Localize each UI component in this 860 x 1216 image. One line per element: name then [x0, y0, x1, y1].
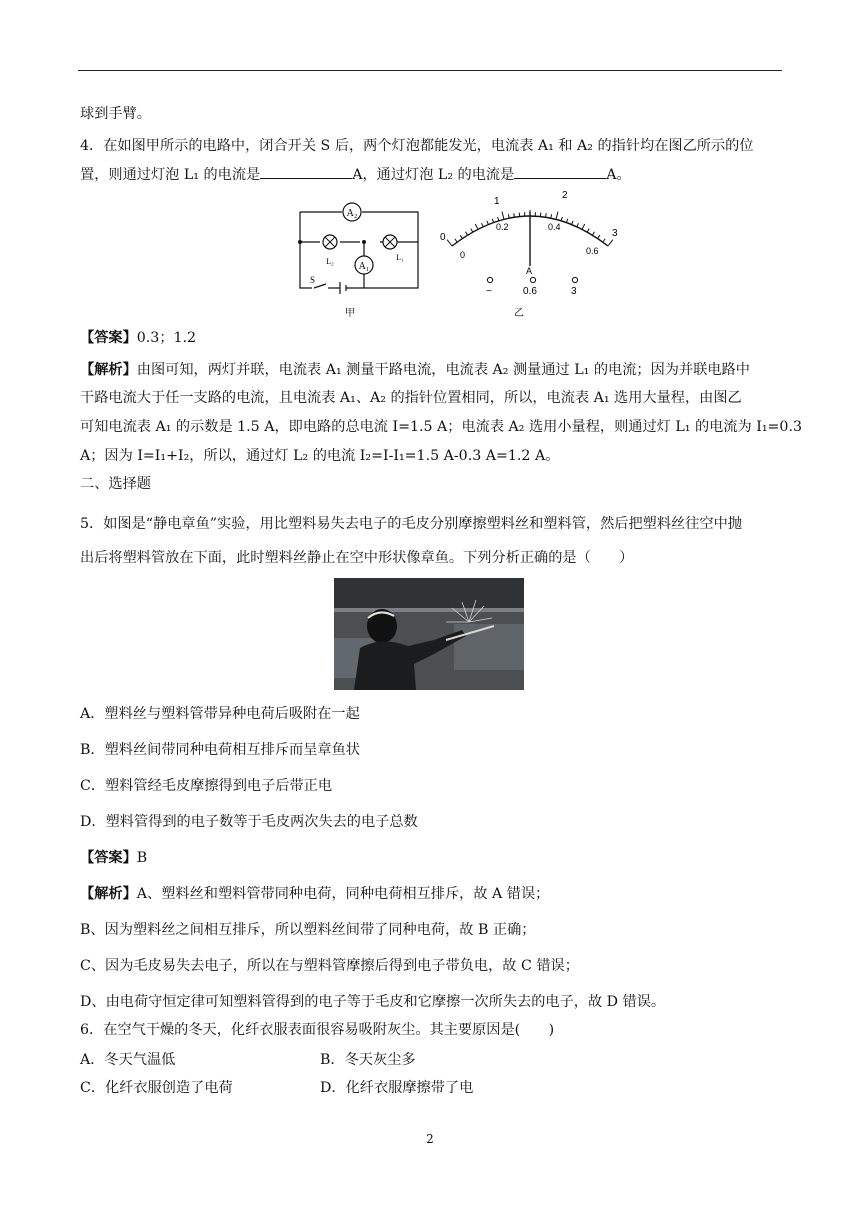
- dial-tick: [455, 239, 457, 242]
- q5-stem-line2: 出后将塑料管放在下面，此时塑料丝静止在空中形状像章鱼。下列分析正确的是（ ）: [80, 550, 634, 566]
- dial-tick: [498, 217, 499, 221]
- q5-option-a: A．塑料丝与塑料管带异种电荷后吸附在一起: [80, 706, 360, 722]
- terminal-3: 3: [571, 286, 577, 297]
- q4-analysis-line4: A；因为 I=I₁+I₂，所以，通过灯 L₂ 的电流 I₂=I-I₁=1.5 A-0.3 A=1.2 A。: [80, 448, 560, 464]
- dial-tick: [582, 224, 585, 229]
- dial-tick: [475, 224, 478, 229]
- q4-analysis-line1: [80, 360, 750, 380]
- q5-option-b: B．塑料丝间带同种电荷相互排斥而呈章鱼状: [80, 742, 360, 758]
- q4-answer-value: 0.3；1.2: [136, 330, 197, 346]
- static-octopus-photo: [334, 578, 524, 690]
- dial-tick: [592, 232, 594, 235]
- q4-blank-2: [514, 164, 606, 179]
- q5-answer-value: B: [136, 850, 148, 866]
- bottom-scale-3: 0.6: [586, 246, 599, 256]
- answer-tag: 【答案】: [80, 850, 137, 866]
- dial-tick: [603, 239, 605, 242]
- dial-terminals: [487, 277, 577, 282]
- dial-tick: [587, 229, 589, 232]
- dial-tick: [447, 240, 452, 246]
- prev-question-tail: 球到手臂。: [80, 106, 151, 122]
- answer-tag: 【答案】: [80, 330, 137, 346]
- q4-text-c: A。: [606, 167, 631, 183]
- q5-stem-line1: 5．如图是“静电章鱼”实验，用比塑料易失去电子的毛皮分别摩擦塑料丝和塑料管，然后把塑料丝往空中抛: [80, 516, 742, 532]
- lamp-l2-symbol: [323, 235, 337, 266]
- dial-tick: [492, 219, 493, 223]
- q4-analysis-line2: 干路电流大于任一支路的电流，且电流表 A₁、A₂ 的指针位置相同，所以，电流表 A₁ 选用大量程，由图乙: [80, 390, 742, 406]
- q4-blank-1: [260, 164, 352, 179]
- q5-answer: [80, 848, 147, 868]
- q6-option-d: D．化纤衣服摩擦带了电: [320, 1080, 474, 1096]
- dial-tick: [487, 221, 489, 225]
- dial-tick: [482, 223, 484, 227]
- dial-tick: [572, 221, 574, 225]
- top-scale-1: 1: [494, 196, 500, 207]
- dial-tick: [460, 235, 462, 238]
- fig-yi-caption: 乙: [514, 308, 524, 319]
- q4-text-a: 置，则通过灯泡 L₁ 的电流是: [80, 167, 261, 183]
- dial-tick: [466, 232, 468, 235]
- circuit-diagram-jia: [290, 198, 430, 320]
- svg-text:L₂: L₂: [326, 257, 334, 266]
- q4-stem-line1: 4．在如图甲所示的电路中，闭合开关 S 后，两个灯泡都能发光，电流表 A₁ 和 A₂ 的指针均在图乙所示的位: [80, 138, 754, 154]
- q6-option-b: B．冬天灰尘多: [320, 1052, 416, 1068]
- top-scale-3: 3: [612, 228, 618, 239]
- dial-tick: [566, 219, 567, 223]
- q5-analysis-line3: C、因为毛皮易失去电子，所以在与塑料管摩擦后得到电子带负电，故 C 错误；: [80, 958, 579, 974]
- svg-text:A₂: A₂: [346, 208, 358, 219]
- ammeter-a2-symbol: [343, 203, 361, 221]
- ammeter-a1-symbol: [355, 256, 373, 274]
- top-scale-2: 2: [562, 190, 568, 201]
- lamp-l1-symbol: [383, 235, 404, 262]
- terminal-0-6: 0.6: [523, 286, 537, 297]
- terminal-minus: −: [486, 286, 492, 297]
- bottom-scale-1: 0.2: [496, 222, 509, 232]
- page-number: 2: [426, 1132, 434, 1146]
- q5-analysis-line4: D、由电荷守恒定律可知塑料管得到的电子等于毛皮和它摩擦一次所失去的电子，故 D 错误。: [80, 994, 666, 1010]
- q6-option-a: A．冬天气温低: [80, 1052, 176, 1068]
- q6-option-c: C．化纤衣服创造了电荷: [80, 1080, 233, 1096]
- top-scale-0: 0: [440, 232, 446, 243]
- dial-tick: [502, 212, 504, 220]
- q4-answer: [80, 328, 196, 348]
- q5-option-d: D．塑料管得到的电子数等于毛皮两次失去的电子总数: [80, 814, 418, 830]
- bottom-scale-2: 0.4: [548, 222, 561, 232]
- q4-stem-line2: [80, 164, 631, 185]
- dial-tick: [598, 235, 600, 238]
- bottom-scale-0: 0: [460, 250, 466, 260]
- q5-analysis-line2: B、因为塑料丝之间相互排斥，所以塑料丝间带了同种电荷，故 B 正确；: [80, 922, 536, 938]
- dial-unit: A: [526, 266, 533, 276]
- q4-analysis-text1: 由图可知，两灯并联，电流表 A₁ 测量干路电流，电流表 A₂ 测量通过 L₁ 的电流；因为并联电路中: [136, 362, 750, 378]
- dial-tick: [556, 212, 558, 220]
- dial-tick: [577, 223, 579, 227]
- section-heading: 二、选择题: [80, 476, 151, 492]
- q5-analysis-text1: A、塑料丝和塑料管带同种电荷，同种电荷相互排斥，故 A 错误；: [136, 886, 550, 902]
- dial-tick: [514, 213, 515, 217]
- q4-analysis-line3: 可知电流表 A₁ 的示数是 1.5 A，即电路的总电流 I=1.5 A；电流表 A₂ 选用小量程，则通过灯 L₁ 的电流为 I₁=0.3: [80, 419, 802, 435]
- dial-tick: [561, 217, 562, 221]
- dial-tick: [546, 213, 547, 217]
- q6-stem: 6．在空气干燥的冬天，化纤衣服表面很容易吸附灰尘。其主要原因是( ): [80, 1022, 555, 1038]
- header-rule: [78, 70, 782, 71]
- analysis-tag: 【解析】: [80, 886, 137, 902]
- fig-jia-caption: 甲: [345, 308, 355, 319]
- q4-text-b: A，通过灯泡 L₂ 的电流是: [352, 167, 515, 183]
- q5-analysis-line1: [80, 884, 549, 904]
- dial-tick: [471, 229, 473, 232]
- ammeter-dial-yi: [430, 186, 630, 320]
- svg-text:L₁: L₁: [396, 253, 404, 262]
- dial-tick: [608, 240, 613, 246]
- switch-label: S: [310, 275, 316, 285]
- svg-text:A₁: A₁: [358, 261, 370, 272]
- q5-option-c: C．塑料管经毛皮摩擦得到电子后带正电: [80, 778, 333, 794]
- analysis-tag: 【解析】: [80, 362, 137, 378]
